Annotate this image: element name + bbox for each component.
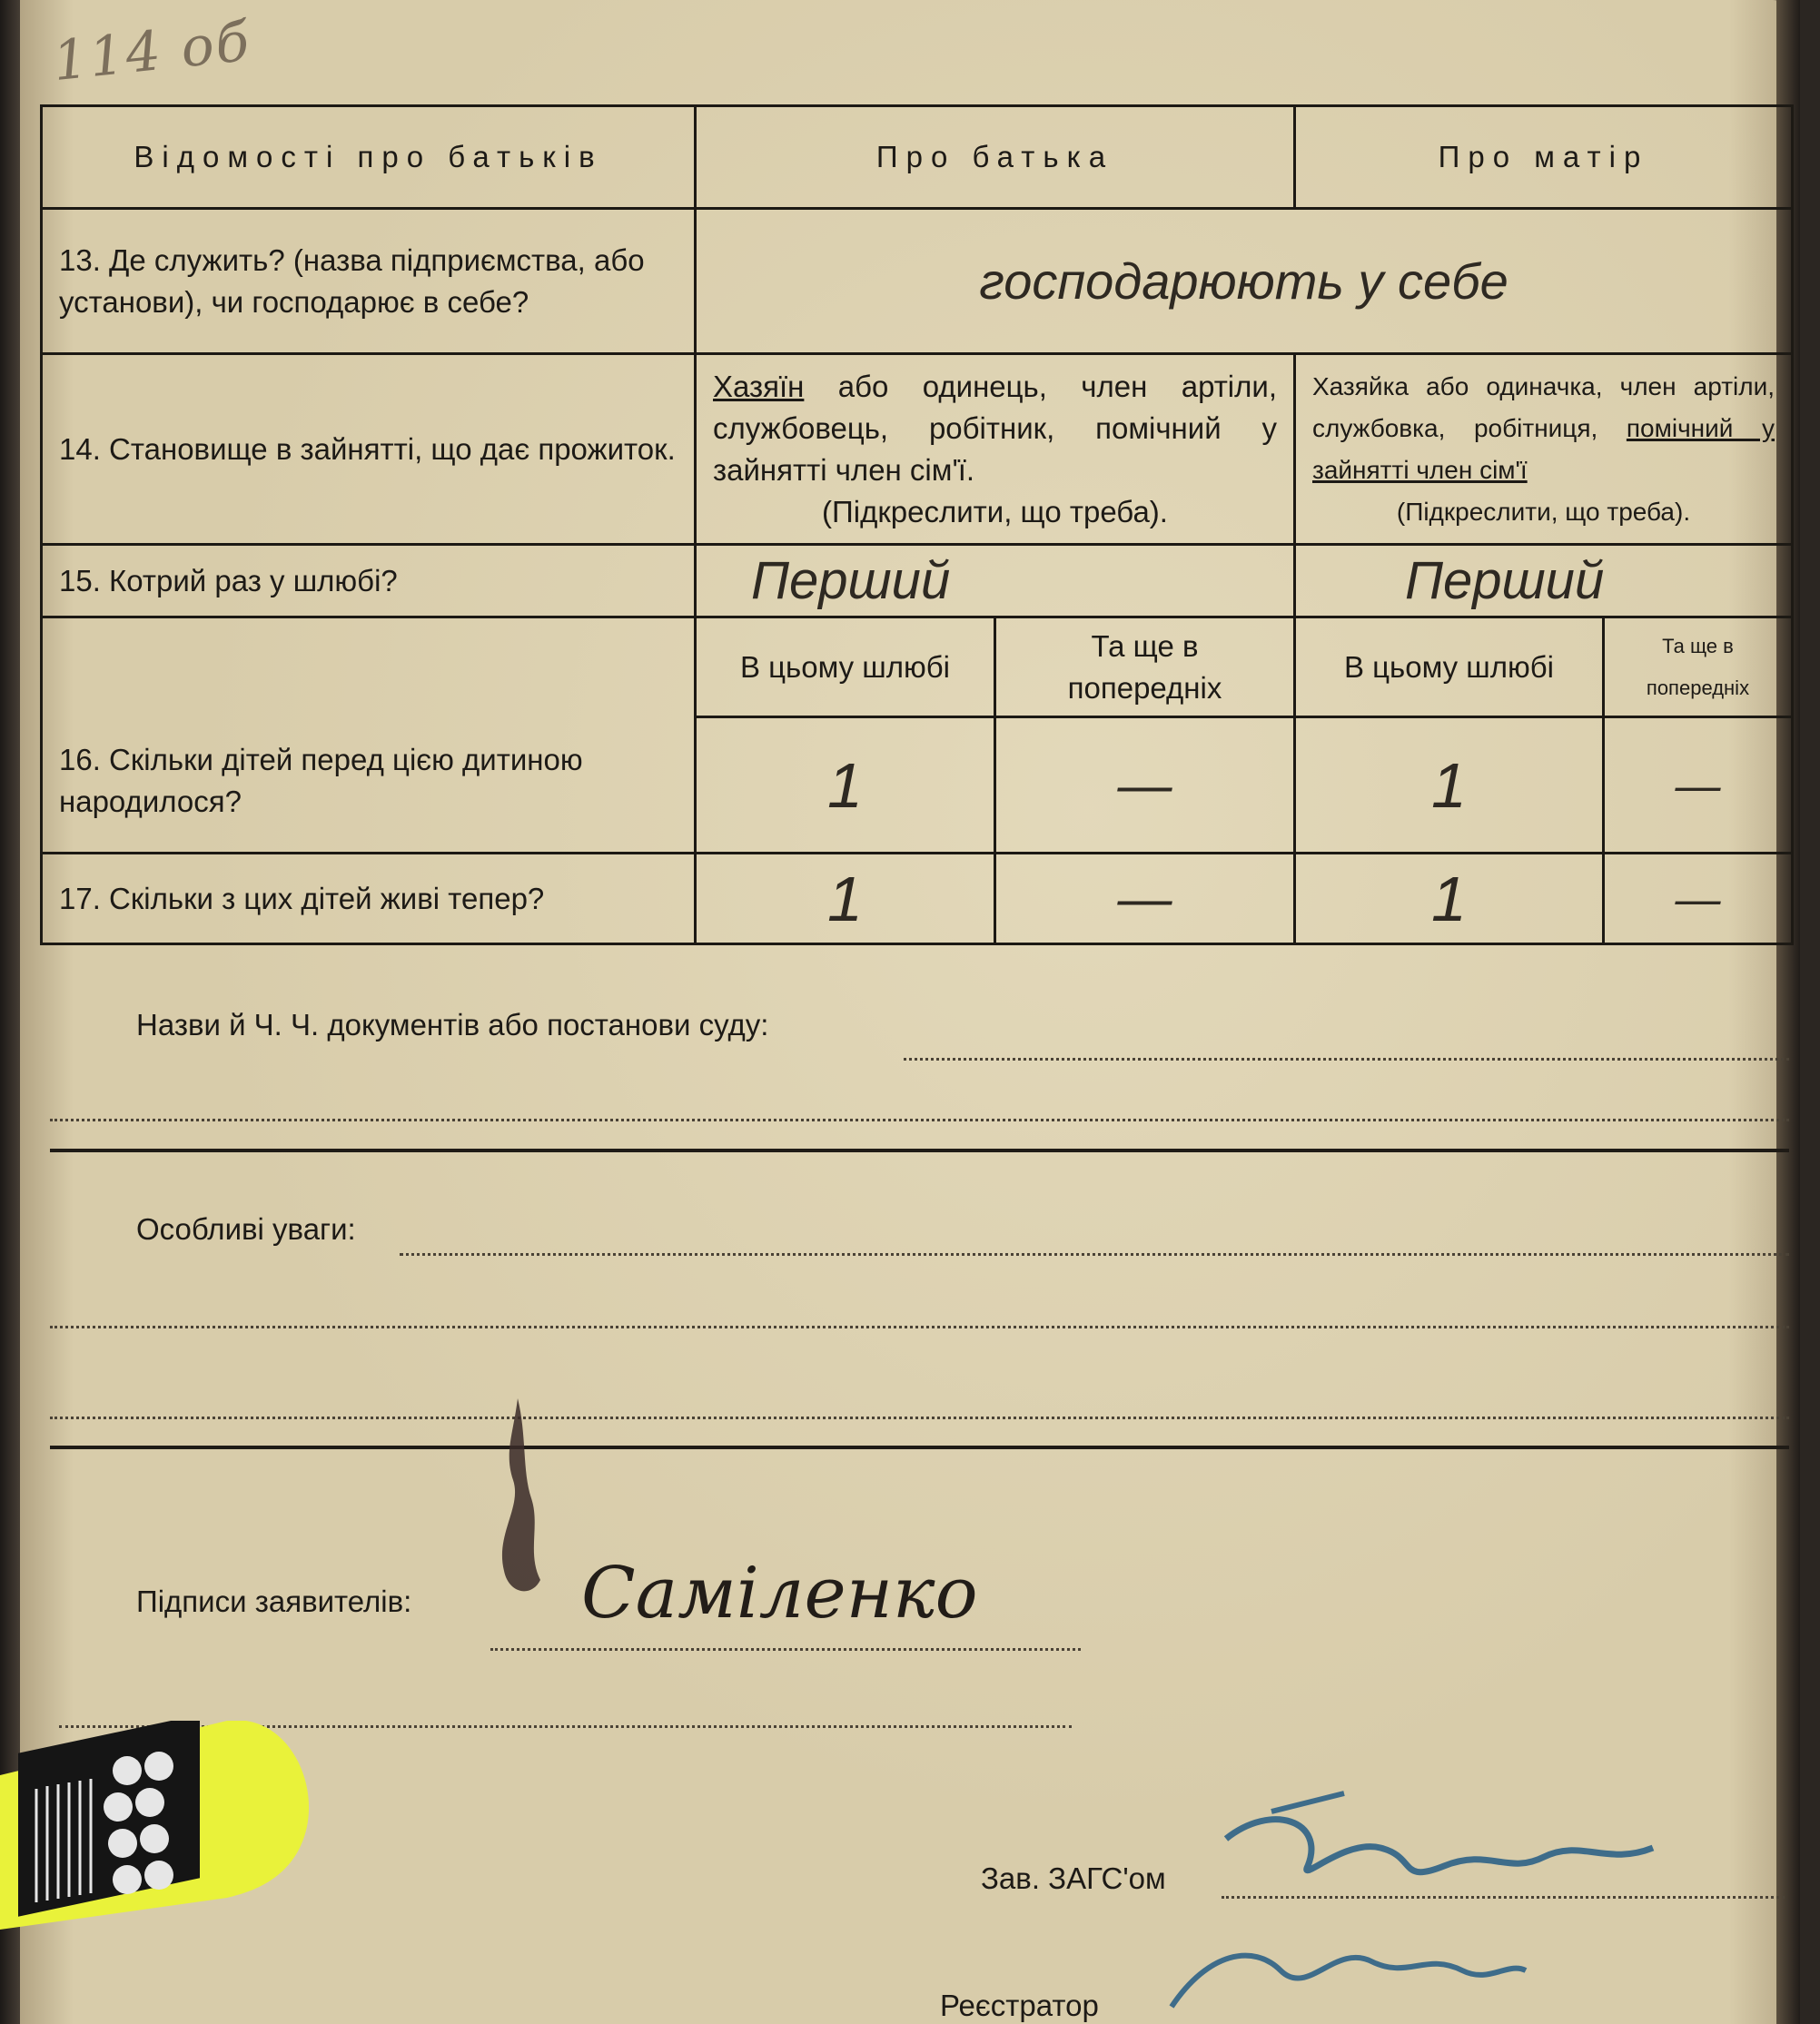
signatures-label: Підписи заявителів: <box>136 1585 412 1618</box>
documents-dotted-line-1 <box>904 1058 1789 1061</box>
documents-dotted-line-2 <box>50 1119 1789 1121</box>
registrar-signature <box>1153 1916 1535 2024</box>
q14-mother-selected: помічний у зайнятті член сім'ї <box>1312 413 1775 484</box>
row-q17 <box>42 854 1793 944</box>
parents-info-table <box>40 104 1794 945</box>
q13-question: 13. Де служить? (назва підприємства, або установи), чи господарює в себе? <box>42 209 696 354</box>
q14-father-options <box>696 354 1295 545</box>
q14-mother-note: (Підкреслити, що треба). <box>1396 497 1691 526</box>
header-father: Про батька <box>696 106 1295 209</box>
ink-blot <box>486 1398 549 1607</box>
header-info: Відомості про батьків <box>42 106 696 209</box>
subheader-mother-this: В цьому шлюбі <box>1295 617 1604 717</box>
q14-father-note: (Підкреслити, що треба). <box>822 494 1168 528</box>
zags-head-signature <box>1217 1784 1689 1902</box>
documents-label: Назви й Ч. Ч. документів або постанови суду: <box>136 1008 769 1042</box>
row-q16-subheaders <box>42 617 1793 717</box>
subheader-mother-prev: Та ще в попередніх <box>1604 617 1793 717</box>
q14-question: 14. Становище в зайнятті, що дає прожиток. <box>42 354 696 545</box>
registrar-label: Реєстратор <box>940 1989 1099 2022</box>
archive-number: 114 об <box>49 9 254 94</box>
q17-mother-this: 1 <box>1295 854 1604 944</box>
section-divider-1 <box>50 1149 1789 1152</box>
signature-dotted-line-1 <box>490 1648 1081 1651</box>
row-q15 <box>42 545 1793 617</box>
zags-label: Зав. ЗАГС'ом <box>981 1861 1166 1895</box>
q13-answer: господарюють у себе <box>696 209 1793 354</box>
remarks-dotted-line-1 <box>400 1253 1789 1256</box>
q17-father-prev: — <box>995 854 1295 944</box>
q15-father-answer: Перший <box>696 545 1295 617</box>
remarks-dotted-line-3 <box>50 1417 1789 1419</box>
q16-father-prev: — <box>995 717 1295 854</box>
subheader-father-this: В цьому шлюбі <box>696 617 995 717</box>
q16-mother-prev: — <box>1604 717 1793 854</box>
remarks-label: Особливі уваги: <box>136 1212 356 1246</box>
q16-mother-this: 1 <box>1295 717 1604 854</box>
applicant-signature: Саміленко <box>581 1553 978 1634</box>
q14-father-rest: або одинець, член артіли, службовець, робітник, помічний у зайнятті член сім'ї. <box>713 369 1277 487</box>
row-q13 <box>42 209 1793 354</box>
table-header-row <box>42 106 1793 209</box>
q15-question: 15. Котрий раз у шлюбі? <box>42 545 696 617</box>
remarks-dotted-line-2 <box>50 1326 1789 1328</box>
highlighter-marker <box>0 1721 313 1930</box>
q16-father-this: 1 <box>696 717 995 854</box>
section-divider-2 <box>50 1446 1789 1449</box>
q14-mother-options <box>1295 354 1793 545</box>
q17-mother-prev: — <box>1604 854 1793 944</box>
q16-question: 16. Скільки дітей перед цією дитиною народилося? <box>42 617 696 854</box>
row-q14 <box>42 354 1793 545</box>
header-mother: Про матір <box>1295 106 1793 209</box>
q15-mother-answer: Перший <box>1295 545 1793 617</box>
q14-mother-text: Хазяйка або одиначка, член артіли, службовка, робітниця, <box>1312 371 1775 442</box>
q17-question: 17. Скільки з цих дітей живі тепер? <box>42 854 696 944</box>
subheader-father-prev: Та ще в попередніх <box>995 617 1295 717</box>
q14-father-selected: Хазяїн <box>713 369 805 403</box>
q17-father-this: 1 <box>696 854 995 944</box>
